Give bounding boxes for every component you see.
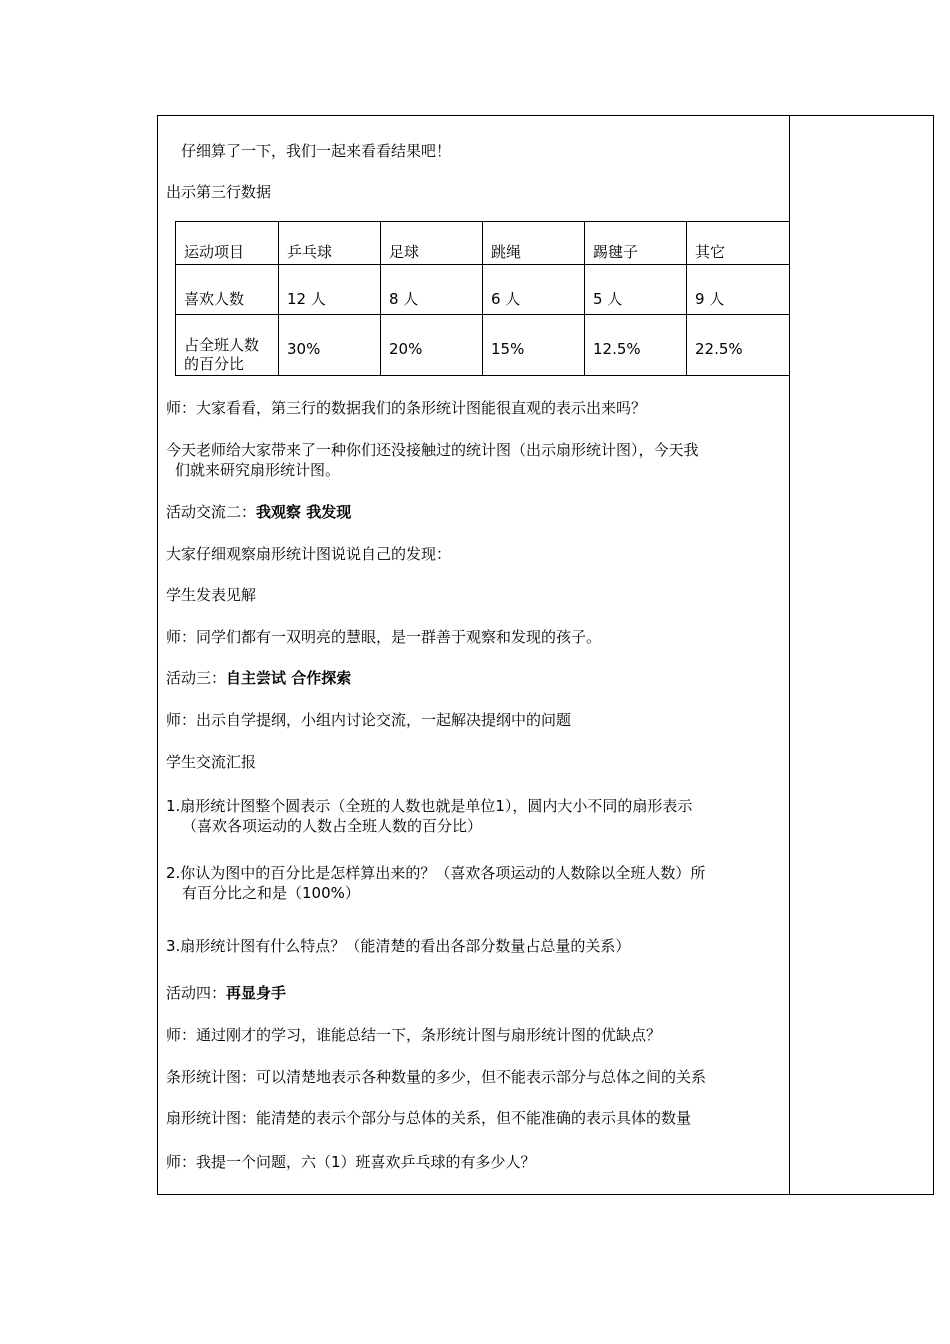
table-cell: 8 人 [381, 265, 483, 315]
table-cell: 6 人 [483, 265, 585, 315]
text-line-1: 仔细算了一下，我们一起来看看结果吧！ [181, 142, 452, 160]
text-line-7: 学生发表见解 [166, 586, 257, 604]
text-line-17: 条形统计图：可以清楚地表示各种数量的多少，但不能表示部分与总体之间的关系 [166, 1068, 707, 1086]
text-line-19: 师：我提一个问题，六（1）班喜欢乒乓球的有多少人？ [166, 1153, 536, 1171]
text-para-12 [166, 796, 776, 836]
activity-3-title: 自主尝试 合作探索 [226, 669, 352, 687]
text-para-4-line-1: 今天老师给大家带来了一种你们还没接触过的统计图（出示扇形统计图），今天我 [166, 441, 699, 459]
table-row-header [176, 222, 790, 265]
table-row-percents [176, 315, 790, 376]
activity-4-title: 再显身手 [226, 984, 287, 1002]
text-line-16: 师：通过刚才的学习，谁能总结一下，条形统计图与扇形统计图的优缺点？ [166, 1026, 662, 1044]
text-line-10: 师：出示自学提纲，小组内讨论交流，一起解决提纲中的问题 [166, 711, 572, 729]
table-cell: 22.5% [687, 315, 790, 376]
activity-2-title: 我观察 我发现 [256, 503, 352, 521]
text-para-4 [166, 440, 776, 480]
text-para-13-line-1: 2.你认为图中的百分比是怎样算出来的？（喜欢各项运动的人数除以全班人数）所 [166, 864, 706, 882]
table-cell: 踢毽子 [585, 222, 687, 265]
table-cell: 5 人 [585, 265, 687, 315]
table-cell: 乒乓球 [279, 222, 381, 265]
text-line-2: 出示第三行数据 [166, 183, 272, 201]
table-cell: 9 人 [687, 265, 790, 315]
text-line-3: 师：大家看看，第三行的数据我们的条形统计图能很直观的表示出来吗？ [166, 399, 647, 417]
table-cell: 12 人 [279, 265, 381, 315]
text-line-14: 3.扇形统计图有什么特点？（能清楚的看出各部分数量占总量的关系） [166, 937, 631, 955]
activity-3-prefix: 活动三： [166, 669, 227, 687]
text-para-4-line-2: 们就来研究扇形统计图。 [175, 461, 341, 479]
table-cell [176, 315, 279, 376]
table-cell: 30% [279, 315, 381, 376]
activity-4-heading [166, 983, 286, 1003]
text-para-13-line-2: 有百分比之和是（100%） [182, 884, 360, 902]
activity-3-heading [166, 668, 351, 688]
table-cell: 喜欢人数 [176, 265, 279, 315]
activity-2-prefix: 活动交流二： [166, 503, 257, 521]
table-cell: 12.5% [585, 315, 687, 376]
table-cell: 跳绳 [483, 222, 585, 265]
text-line-8: 师：同学们都有一双明亮的慧眼，是一群善于观察和发现的孩子。 [166, 628, 602, 646]
sports-data-table [175, 221, 790, 376]
table-cell: 运动项目 [176, 222, 279, 265]
text-para-12-line-1: 1.扇形统计图整个圆表示（全班的人数也就是单位1），圆内大小不同的扇形表示 [166, 797, 693, 815]
activity-4-prefix: 活动四： [166, 984, 227, 1002]
text-para-12-line-2: （喜欢各项运动的人数占全班人数的百分比） [182, 817, 483, 835]
text-line-11: 学生交流汇报 [166, 753, 257, 771]
table-cell: 足球 [381, 222, 483, 265]
pct-label-line-2: 的百分比 [184, 355, 245, 373]
table-cell: 15% [483, 315, 585, 376]
text-line-18: 扇形统计图：能清楚的表示个部分与总体的关系，但不能准确的表示具体的数量 [166, 1109, 692, 1127]
text-para-13 [166, 863, 776, 903]
table-cell: 20% [381, 315, 483, 376]
pct-label-line-1: 占全班人数 [184, 336, 260, 354]
table-row-counts [176, 265, 790, 315]
table-cell: 其它 [687, 222, 790, 265]
activity-2-heading [166, 502, 351, 522]
text-line-6: 大家仔细观察扇形统计图说说自己的发现： [166, 545, 452, 563]
